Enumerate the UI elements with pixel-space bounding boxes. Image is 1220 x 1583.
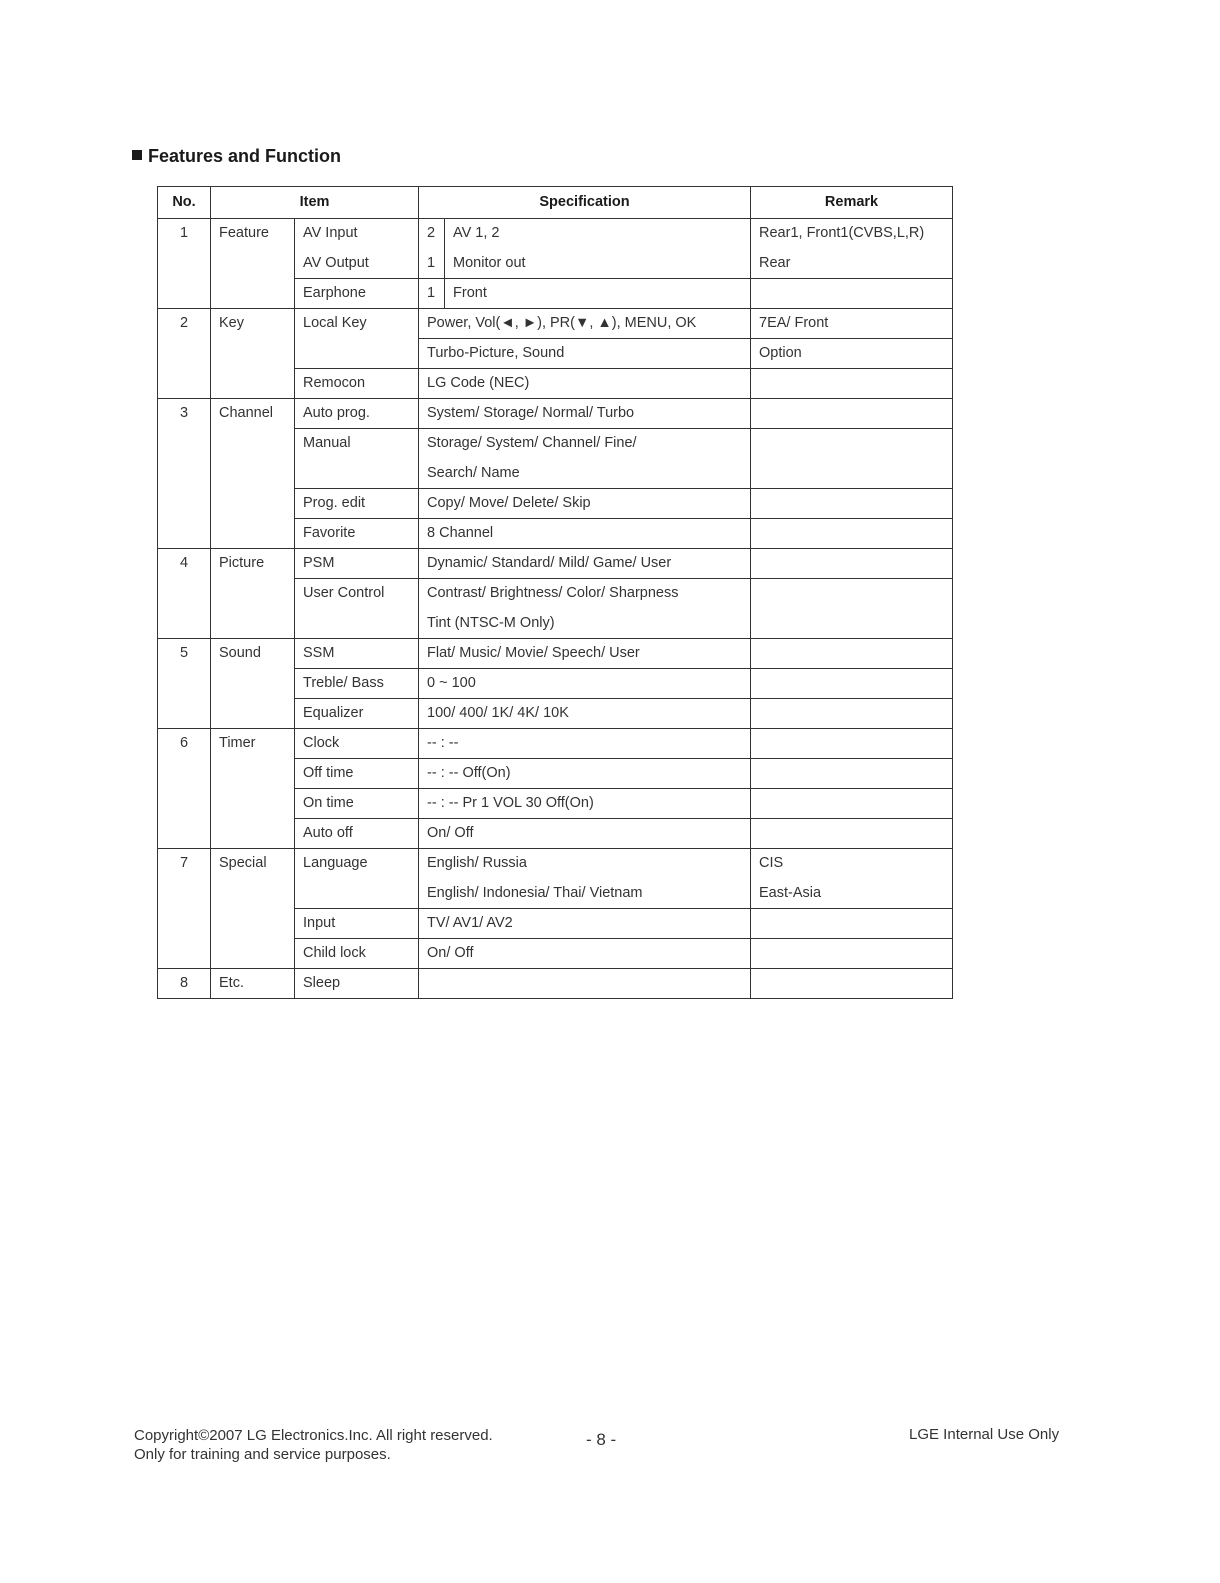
sub-item-treble-bass: Treble/ Bass [295, 669, 419, 699]
spec-earphone: Front [445, 279, 751, 309]
remark-off-time [751, 759, 953, 789]
row-category: Special [211, 849, 295, 969]
sub-item-input: Input [295, 909, 419, 939]
remark-prog-edit [751, 489, 953, 519]
sub-item-child-lock: Child lock [295, 939, 419, 969]
row-category: Timer [211, 729, 295, 849]
spec-local-key-a: Power, Vol(◄, ►), PR(▼, ▲), MENU, OK [419, 309, 751, 339]
table-row [158, 309, 953, 339]
row-no: 3 [158, 399, 211, 549]
row-spec [445, 219, 751, 279]
spec-language [419, 849, 751, 909]
sub-item-auto-off: Auto off [295, 819, 419, 849]
row-no: 1 [158, 219, 211, 309]
remark-sleep [751, 969, 953, 999]
row-category: Key [211, 309, 295, 399]
remark-equalizer [751, 699, 953, 729]
table-row [158, 849, 953, 909]
row-qty [419, 219, 445, 279]
spec-user-control [419, 579, 751, 639]
spec-treble-bass: 0 ~ 100 [419, 669, 751, 699]
square-bullet-icon [132, 150, 142, 160]
remark-language [751, 849, 953, 909]
remark-auto-prog [751, 399, 953, 429]
spec-clock: -- : -- [419, 729, 751, 759]
remark-user-control [751, 579, 953, 639]
spec-input: TV/ AV1/ AV2 [419, 909, 751, 939]
table-row [158, 549, 953, 579]
spec-av-output: Monitor out [453, 254, 526, 271]
spec-local-key-b: Turbo-Picture, Sound [419, 339, 751, 369]
remark-favorite [751, 519, 953, 549]
spec-prog-edit: Copy/ Move/ Delete/ Skip [419, 489, 751, 519]
spec-user-control-a: Contrast/ Brightness/ Color/ Sharpness [427, 585, 679, 601]
spec-manual [419, 429, 751, 489]
page-number: - 8 - [586, 1430, 617, 1449]
spec-auto-prog: System/ Storage/ Normal/ Turbo [419, 399, 751, 429]
row-category: Picture [211, 549, 295, 639]
remark-psm [751, 549, 953, 579]
header-item: Item [211, 187, 419, 219]
header-spec: Specification [419, 187, 751, 219]
spec-psm: Dynamic/ Standard/ Mild/ Game/ User [419, 549, 751, 579]
qty-av-input: 2 [427, 225, 436, 241]
remark-ssm [751, 639, 953, 669]
spec-equalizer: 100/ 400/ 1K/ 4K/ 10K [419, 699, 751, 729]
sub-item-ssm: SSM [295, 639, 419, 669]
sub-item-remocon: Remocon [295, 369, 419, 399]
sub-item-language: Language [295, 849, 419, 909]
sub-item-clock: Clock [295, 729, 419, 759]
remark-local-key-b: Option [751, 339, 953, 369]
table-row [158, 969, 953, 999]
footer-copyright-block [134, 1426, 493, 1464]
spec-auto-off: On/ Off [419, 819, 751, 849]
spec-sleep [419, 969, 751, 999]
row-category: Sound [211, 639, 295, 729]
spec-remocon: LG Code (NEC) [419, 369, 751, 399]
footer-copyright: Copyright©2007 LG Electronics.Inc. All right reserved. [134, 1427, 493, 1444]
row-no: 2 [158, 309, 211, 399]
sub-item-off-time: Off time [295, 759, 419, 789]
row-no: 8 [158, 969, 211, 999]
header-no: No. [158, 187, 211, 219]
row-category: Feature [211, 219, 295, 309]
sub-item-prog-edit: Prog. edit [295, 489, 419, 519]
remark-remocon [751, 369, 953, 399]
remark-language-b: East-Asia [759, 884, 822, 901]
table-header-row [158, 187, 953, 219]
remark-language-a: CIS [759, 855, 784, 871]
remark-av-output: Rear [759, 254, 791, 271]
qty-earphone: 1 [419, 279, 445, 309]
spec-ssm: Flat/ Music/ Movie/ Speech/ User [419, 639, 751, 669]
spec-av-input: AV 1, 2 [453, 225, 500, 241]
sub-item-earphone: Earphone [295, 279, 419, 309]
row-category: Channel [211, 399, 295, 549]
row-no: 6 [158, 729, 211, 849]
sub-item-psm: PSM [295, 549, 419, 579]
remark-av-input: Rear1, Front1(CVBS,L,R) [759, 225, 925, 241]
sub-item-av-output: AV Output [303, 254, 369, 271]
sub-item-equalizer: Equalizer [295, 699, 419, 729]
sub-item-local-key: Local Key [295, 309, 419, 369]
remark-earphone [751, 279, 953, 309]
remark-local-key-a: 7EA/ Front [751, 309, 953, 339]
spec-manual-a: Storage/ System/ Channel/ Fine/ [427, 435, 637, 451]
features-table [157, 186, 953, 999]
section-heading [132, 146, 341, 167]
remark-input [751, 909, 953, 939]
sub-item-on-time: On time [295, 789, 419, 819]
remark-child-lock [751, 939, 953, 969]
header-remark: Remark [751, 187, 953, 219]
spec-language-b: English/ Indonesia/ Thai/ Vietnam [427, 884, 643, 901]
table-row [158, 399, 953, 429]
sub-item-favorite: Favorite [295, 519, 419, 549]
spec-off-time: -- : -- Off(On) [419, 759, 751, 789]
remark-treble-bass [751, 669, 953, 699]
section-title: Features and Function [148, 146, 342, 166]
sub-item-sleep: Sleep [295, 969, 419, 999]
spec-favorite: 8 Channel [419, 519, 751, 549]
qty-av-output: 1 [427, 254, 436, 271]
spec-manual-b: Search/ Name [427, 464, 520, 481]
row-no: 5 [158, 639, 211, 729]
spec-child-lock: On/ Off [419, 939, 751, 969]
footer-purpose: Only for training and service purposes. [134, 1446, 391, 1463]
spec-language-a: English/ Russia [427, 855, 527, 871]
row-sub-item [295, 219, 419, 279]
row-no: 4 [158, 549, 211, 639]
sub-item-av-input: AV Input [303, 225, 358, 241]
remark-manual [751, 429, 953, 489]
remark-clock [751, 729, 953, 759]
footer-internal: LGE Internal Use Only [909, 1426, 1060, 1443]
table-row [158, 639, 953, 669]
row-remark [751, 219, 953, 279]
sub-item-auto-prog: Auto prog. [295, 399, 419, 429]
row-no: 7 [158, 849, 211, 969]
sub-item-manual: Manual [295, 429, 419, 489]
remark-on-time [751, 789, 953, 819]
sub-item-user-control: User Control [295, 579, 419, 639]
table-row [158, 729, 953, 759]
row-category: Etc. [211, 969, 295, 999]
remark-auto-off [751, 819, 953, 849]
spec-user-control-b: Tint (NTSC-M Only) [427, 614, 555, 631]
spec-on-time: -- : -- Pr 1 VOL 30 Off(On) [419, 789, 751, 819]
